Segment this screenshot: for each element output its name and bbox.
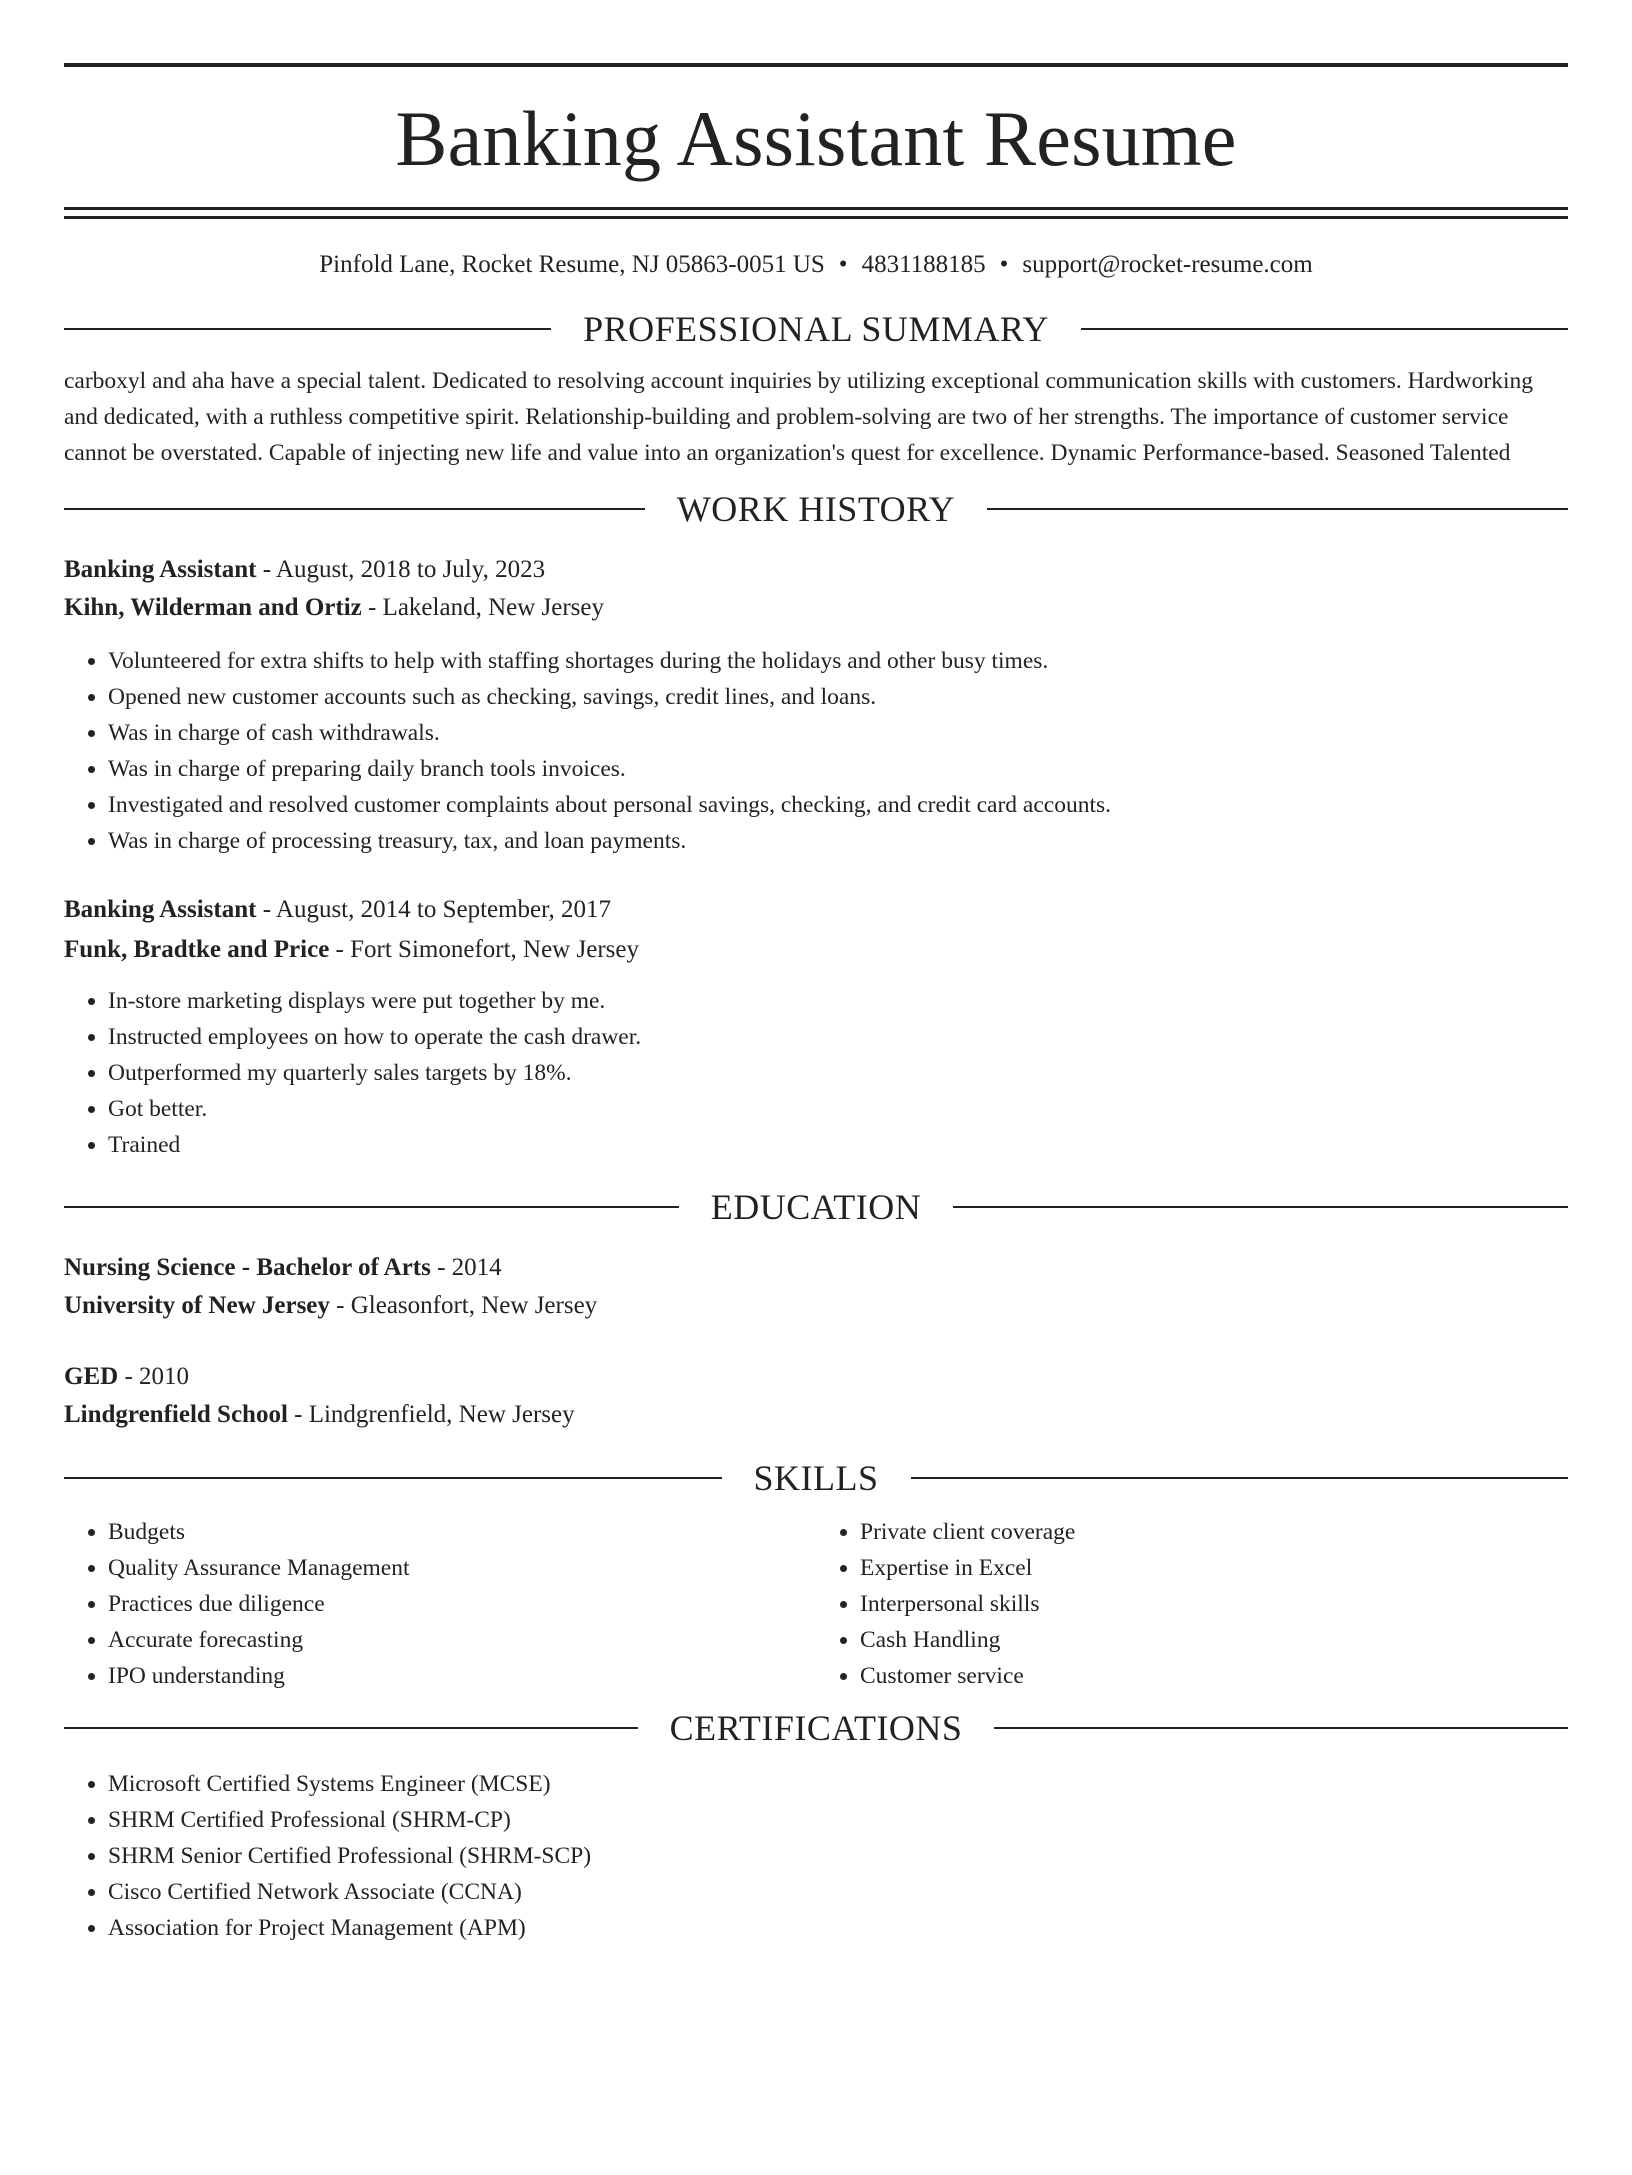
list-item: • Opened new customer accounts such as checking, savings, credit lines, and loans.	[108, 679, 1568, 715]
section-title: EDUCATION	[710, 1187, 922, 1227]
education-entry	[64, 1249, 1568, 1325]
skill-item: • Practices due diligence	[108, 1586, 816, 1622]
job-bullets	[64, 983, 1568, 1163]
skill-item: • Cash Handling	[860, 1622, 1568, 1658]
contact-separator: •	[838, 251, 848, 278]
title-double-rule	[64, 207, 1568, 219]
skill-item: • Expertise in Excel	[860, 1550, 1568, 1586]
job-dates: - August, 2014 to September, 2017	[256, 896, 611, 923]
section-header-summary	[64, 309, 1568, 349]
job-title: Banking Assistant	[64, 896, 257, 923]
job-company: Kihn, Wilderman and Ortiz	[64, 594, 362, 621]
skills-column-right	[816, 1514, 1568, 1694]
education-school: University of New Jersey	[64, 1292, 330, 1319]
education-degree-line	[64, 1358, 1568, 1396]
contact-address: Pinfold Lane, Rocket Resume, NJ 05863-0051 US	[319, 251, 825, 278]
job-company-line	[64, 589, 1568, 627]
skill-item: • Budgets	[108, 1514, 816, 1550]
skill-item: • Accurate forecasting	[108, 1622, 816, 1658]
certification-item: • SHRM Certified Professional (SHRM-CP)	[108, 1802, 1568, 1838]
education-year: - 2014	[430, 1254, 502, 1281]
contact-separator: •	[999, 251, 1009, 278]
section-title: SKILLS	[753, 1458, 879, 1498]
education-school-line	[64, 1396, 1568, 1434]
skill-item: • Private client coverage	[860, 1514, 1568, 1550]
section-title: WORK HISTORY	[676, 489, 956, 529]
job-entry	[64, 551, 1568, 859]
list-item: • Was in charge of preparing daily branch tools invoices.	[108, 751, 1568, 787]
list-item: • Got better.	[108, 1091, 1568, 1127]
summary-text: carboxyl and aha have a special talent. Dedicated to resolving account inquiries by utilizing exceptional communication skills with customers. Hardworking and dedicated, with a ruthless competitive spirit. Relationship-building and problem-solving are two of her strengths. The importance of customer service cannot be overstated. Capable of injecting new life and value into an organization's quest for excellence. Dynamic Performance-based. Seasoned Talented	[64, 368, 1533, 466]
certification-item: • Association for Project Management (APM)	[108, 1910, 1568, 1946]
skill-item: • Quality Assurance Management	[108, 1550, 816, 1586]
certification-item: • Microsoft Certified Systems Engineer (MCSE)	[108, 1766, 1568, 1802]
section-title: PROFESSIONAL SUMMARY	[583, 309, 1049, 349]
list-item: • Outperformed my quarterly sales targets by 18%.	[108, 1055, 1568, 1091]
job-title: Banking Assistant	[64, 556, 257, 583]
resume-title: Banking Assistant Resume	[395, 95, 1237, 182]
section-header-skills	[64, 1458, 1568, 1498]
education-school-line	[64, 1287, 1568, 1325]
section-header-certifications	[64, 1708, 1568, 1748]
education-degree-line	[64, 1249, 1568, 1287]
certification-item: • SHRM Senior Certified Professional (SHRM-SCP)	[108, 1838, 1568, 1874]
job-title-line	[64, 551, 1568, 589]
contact-email: support@rocket-resume.com	[1022, 251, 1313, 278]
job-location: - Fort Simonefort, New Jersey	[329, 936, 639, 963]
job-entry	[64, 891, 1568, 1163]
list-item: • Instructed employees on how to operate the cash drawer.	[108, 1019, 1568, 1055]
education-degree: Nursing Science - Bachelor of Arts	[64, 1254, 431, 1281]
job-dates: - August, 2018 to July, 2023	[256, 556, 546, 583]
skill-item: • Interpersonal skills	[860, 1586, 1568, 1622]
top-rule	[64, 63, 1568, 67]
education-location: - Gleasonfort, New Jersey	[329, 1292, 598, 1319]
skills-list	[64, 1514, 1568, 1694]
job-location: - Lakeland, New Jersey	[361, 594, 604, 621]
certifications-list	[64, 1766, 1568, 1946]
education-year: - 2010	[118, 1363, 190, 1390]
education-location: - Lindgrenfield, New Jersey	[287, 1401, 575, 1428]
section-title: CERTIFICATIONS	[669, 1708, 963, 1748]
contact-phone: 4831188185	[861, 251, 986, 278]
skills-column-left	[64, 1514, 816, 1694]
list-item: • Was in charge of cash withdrawals.	[108, 715, 1568, 751]
education-entry	[64, 1358, 1568, 1434]
certification-item: • Cisco Certified Network Associate (CCNA)	[108, 1874, 1568, 1910]
job-title-line	[64, 891, 1568, 929]
skill-item: • Customer service	[860, 1658, 1568, 1694]
job-company-line	[64, 931, 1568, 969]
skill-item: • IPO understanding	[108, 1658, 816, 1694]
list-item: • Was in charge of processing treasury, tax, and loan payments.	[108, 823, 1568, 859]
list-item: • In-store marketing displays were put together by me.	[108, 983, 1568, 1019]
list-item: • Volunteered for extra shifts to help with staffing shortages during the holidays and other busy times.	[108, 643, 1568, 679]
contact-line	[64, 249, 1568, 281]
job-bullets	[64, 643, 1568, 859]
section-header-work	[64, 489, 1568, 529]
list-item: • Investigated and resolved customer complaints about personal savings, checking, and credit card accounts.	[108, 787, 1568, 823]
job-company: Funk, Bradtke and Price	[64, 936, 330, 963]
education-degree: GED	[64, 1363, 119, 1390]
resume-page	[0, 63, 1632, 2175]
education-school: Lindgrenfield School	[64, 1401, 288, 1428]
list-item: • Trained	[108, 1127, 1568, 1163]
section-header-education	[64, 1187, 1568, 1227]
